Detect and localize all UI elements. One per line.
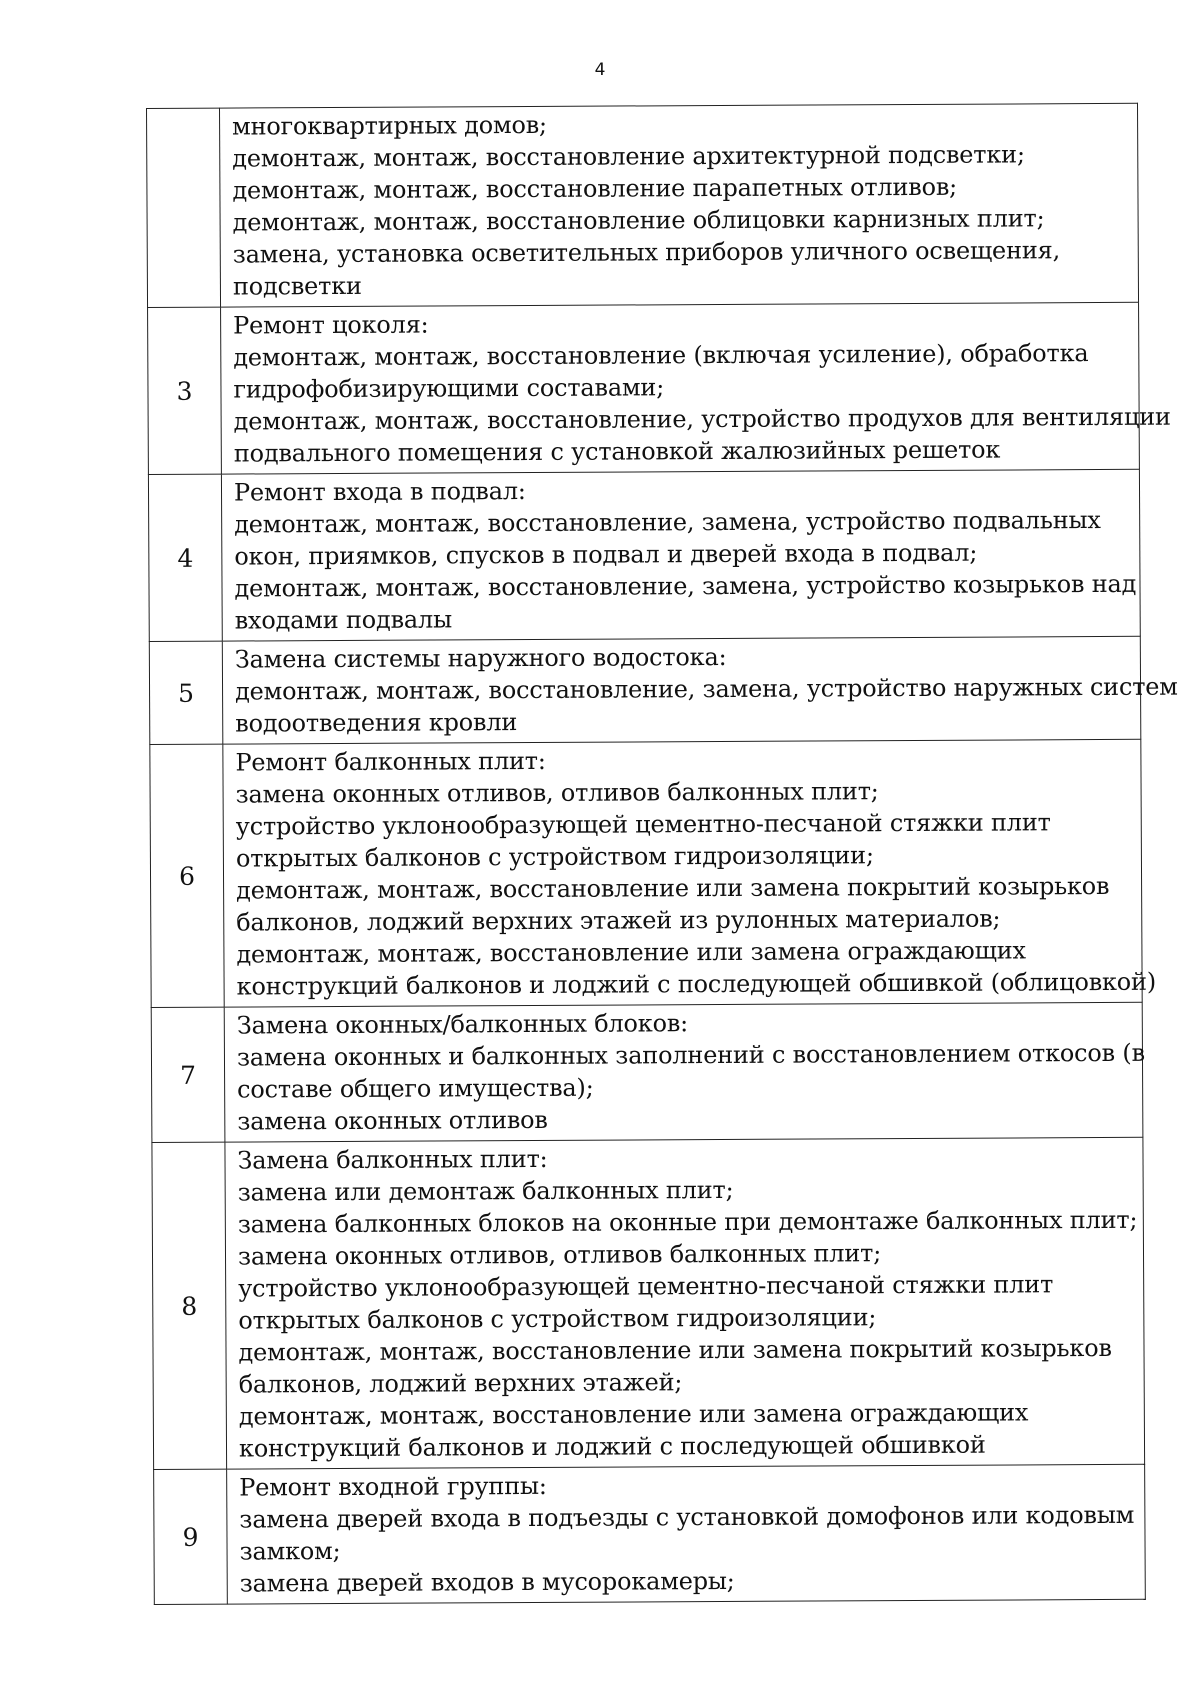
row-description [220, 103, 1139, 307]
description-line: замена, установка осветительных приборов уличного освещения, [232, 236, 1061, 269]
description-line: демонтаж, монтаж, восстановление облицовки карнизных плит; [232, 204, 1045, 237]
table-row [149, 636, 1141, 744]
description-line: демонтаж, монтаж, восстановление архитектурной подсветки; [232, 140, 1025, 173]
description-line: балконов, лоджий верхних этажей из рулонных материалов; [236, 904, 1001, 937]
description-line: открытых балконов с устройством гидроизоляции; [235, 841, 874, 873]
works-table [146, 103, 1178, 1605]
table-row [154, 1464, 1146, 1604]
row-description [223, 739, 1157, 1007]
description-line: демонтаж, монтаж, восстановление или замена покрытий козырьков [238, 1333, 1112, 1367]
description-line: подсветки [232, 271, 362, 301]
description-line: демонтаж, монтаж, восстановление, замена, устройство наружных систем [234, 672, 1178, 706]
description-line: входами подвалы [234, 605, 453, 635]
row-number: 6 [150, 744, 224, 1007]
description-line: замена балконных блоков на оконные при демонтаже балконных плит; [237, 1205, 1138, 1239]
description-line: устройство уклонообразующей цементно-песчаной стяжки плит [238, 1270, 1054, 1303]
description-line: замена оконных отливов, отливов балконных плит; [235, 777, 879, 809]
description-line: замком; [239, 1537, 341, 1566]
row-description [221, 302, 1171, 474]
description-line: Замена оконных/балконных блоков: [236, 1009, 689, 1040]
description-line: замена оконных отливов [237, 1105, 548, 1136]
description-line: замена дверей входов в мусорокамеры; [239, 1566, 735, 1598]
description-line: демонтаж, монтаж, восстановление или замена покрытий козырьков [236, 871, 1110, 905]
description-line: балконов, лоджий верхних этажей; [238, 1368, 683, 1399]
page-number: 4 [594, 60, 606, 80]
description-line: конструкций балконов и лоджий с последующей обшивкой (облицовкой) [236, 967, 1157, 1001]
row-description [227, 1464, 1146, 1604]
description-line: демонтаж, монтаж, восстановление парапетных отливов; [232, 172, 958, 205]
description-line: водоотведения кровли [235, 708, 518, 738]
row-number: 4 [148, 474, 222, 641]
table-row [148, 469, 1140, 641]
description-line: конструкций балконов и лоджий с последующей обшивкой [238, 1430, 986, 1463]
table-row [147, 103, 1139, 307]
description-line: демонтаж, монтаж, восстановление, замена, устройство козырьков над [234, 569, 1137, 603]
row-number: 5 [149, 641, 223, 744]
description-line: открытых балконов с устройством гидроизоляции; [238, 1303, 877, 1335]
description-line: демонтаж, монтаж, восстановление, устройство продухов для вентиляции [233, 402, 1171, 436]
description-line: Ремонт входа в подвал: [233, 477, 526, 507]
description-line: демонтаж, монтаж, восстановление (включая усиление), обработка [233, 339, 1089, 372]
row-number: 9 [154, 1469, 228, 1604]
description-line: Замена системы наружного водостока: [234, 642, 727, 674]
description-line: устройство уклонообразующей цементно-песчаной стяжки плит [235, 808, 1051, 841]
description-line: гидрофобизирующими составами; [233, 373, 665, 404]
description-line: Замена балконных плит: [237, 1144, 548, 1175]
works-table-body [147, 103, 1178, 1604]
description-line: замена дверей входа в подъезды с установкой домофонов или кодовым [239, 1500, 1135, 1534]
description-line: замена оконных отливов, отливов балконных плит; [237, 1239, 882, 1271]
table-row [152, 1137, 1145, 1469]
row-description [222, 636, 1178, 744]
row-number [147, 108, 221, 307]
row-description [221, 469, 1140, 641]
description-line: демонтаж, монтаж, восстановление или замена ограждающих [236, 936, 1026, 969]
row-description [224, 1002, 1143, 1142]
description-line: Ремонт входной группы: [239, 1471, 547, 1502]
description-line: подвального помещения с установкой жалюзийных решеток [233, 435, 1001, 468]
description-line: Ремонт балконных плит: [235, 746, 546, 777]
description-line: демонтаж, монтаж, восстановление, замена, устройство подвальных [234, 506, 1101, 539]
description-line: замена или демонтаж балконных плит; [237, 1175, 734, 1207]
row-number: 8 [152, 1142, 227, 1469]
row-description [225, 1137, 1145, 1469]
description-line: замена оконных и балконных заполнений с восстановлением откосов (в [236, 1038, 1145, 1072]
table-row [151, 1002, 1143, 1142]
table-row [148, 302, 1140, 474]
row-number: 7 [151, 1007, 225, 1142]
description-line: Ремонт цоколя: [233, 310, 429, 340]
description-line: окон, приямков, спусков в подвал и дверей входа в подвал; [234, 538, 978, 571]
description-line: демонтаж, монтаж, восстановление или замена ограждающих [238, 1398, 1029, 1431]
description-line: многоквартирных домов; [232, 110, 547, 141]
row-number: 3 [148, 307, 222, 474]
description-line: составе общего имущества); [237, 1073, 594, 1104]
table-row [150, 739, 1142, 1007]
